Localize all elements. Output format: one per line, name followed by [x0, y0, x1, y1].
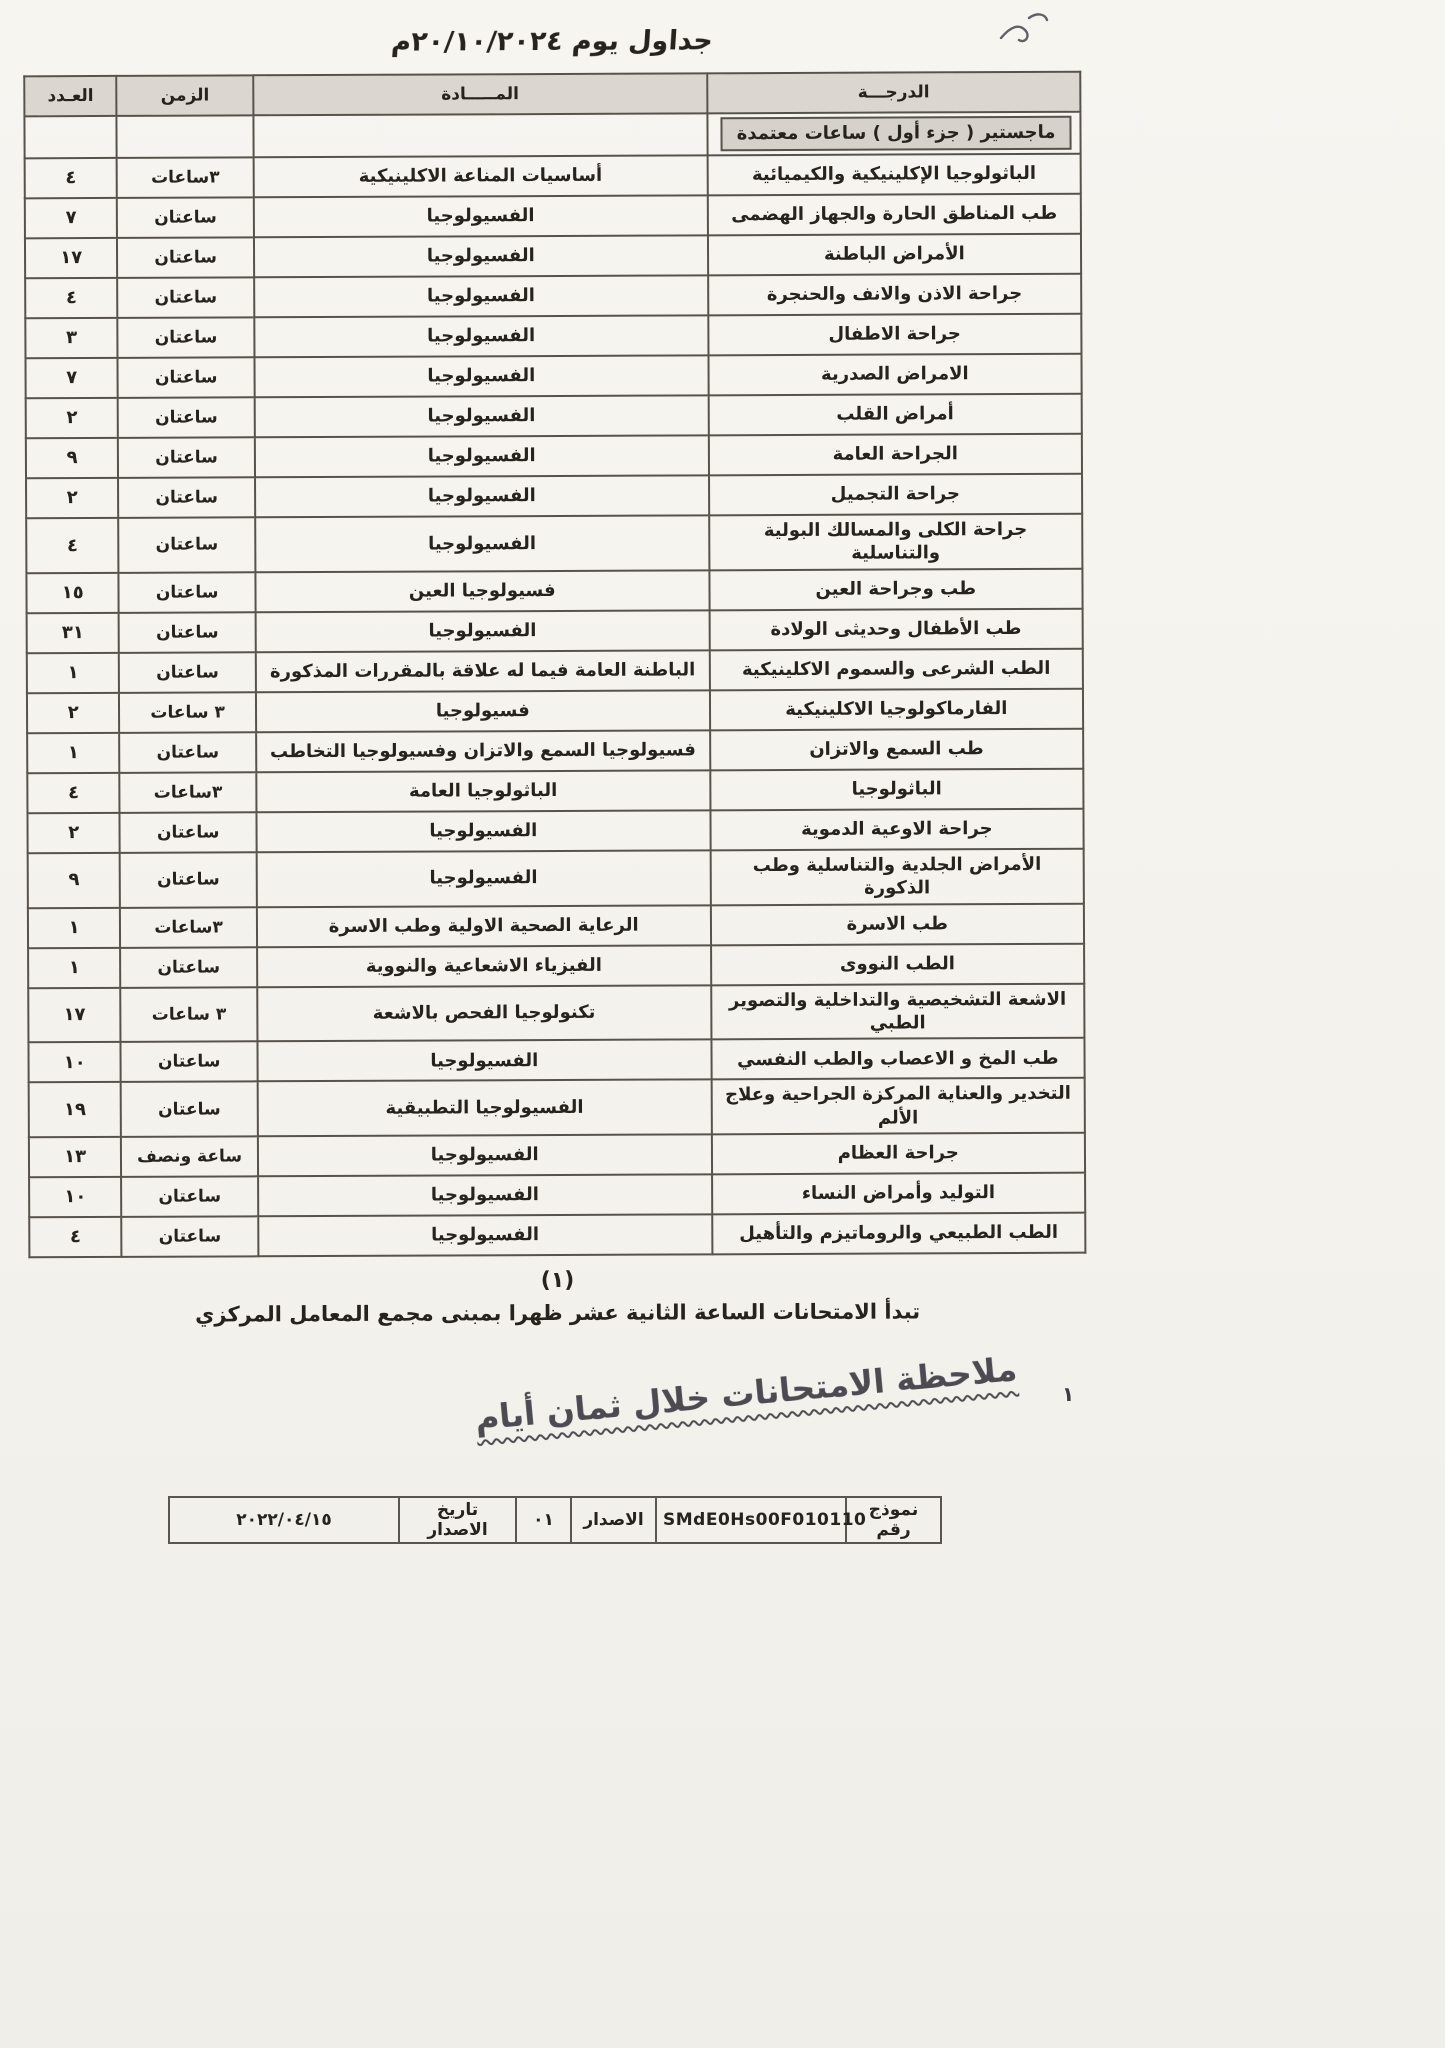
- cell-count: ٢: [26, 478, 119, 518]
- table-row: [29, 1173, 1085, 1218]
- cell-degree: الطب الطبيعي والروماتيزم والتأهيل: [712, 1213, 1086, 1255]
- cell-degree: الأمراض الجلدية والتناسلية وطب الذكورة: [710, 848, 1084, 904]
- page-title: جداول يوم ٢٠/١٠/٢٠٢٤م: [390, 25, 714, 58]
- cell-time: ساعتان: [118, 317, 255, 358]
- cell-count: ١٣: [29, 1137, 122, 1177]
- cell-time: ساعتان: [120, 852, 257, 907]
- cell-degree: طب وجراحة العين: [709, 568, 1083, 610]
- cell-subject: الفسيولوجيا: [257, 850, 711, 907]
- table-row: [25, 194, 1081, 239]
- column-header-count: العـدد: [24, 76, 117, 116]
- cell-degree: التخدير والعناية المركزة الجراحية وعلاج الألم: [711, 1078, 1085, 1134]
- form-footer-table: [168, 1496, 942, 1544]
- cell-degree: طب المخ و الاعصاب والطب النفسي: [711, 1038, 1085, 1080]
- handwritten-margin-mark: ١: [1062, 1382, 1075, 1406]
- cell-time: ٣ساعات: [120, 907, 257, 948]
- table-row: [29, 1078, 1085, 1137]
- cell-subject: الباطنة العامة فيما له علاقة بالمقررات المذكورة: [256, 650, 710, 692]
- cell-subject: تكنولوجيا الفحص بالاشعة: [257, 985, 711, 1042]
- empty-cell: [253, 113, 707, 157]
- table-row: [27, 648, 1083, 693]
- column-header-subject: المـــــادة: [253, 73, 707, 115]
- table-row: [26, 514, 1082, 573]
- cell-subject: الفيزياء الاشعاعية والنووية: [257, 945, 711, 987]
- cell-subject: الفسيولوجيا: [254, 195, 708, 237]
- cell-count: ١: [27, 653, 120, 693]
- table-row: [27, 688, 1083, 733]
- cell-count: ٧: [25, 198, 118, 238]
- cell-degree: الجراحة العامة: [708, 434, 1082, 476]
- issue-value: ٠١: [516, 1497, 571, 1543]
- cell-subject: الفسيولوجيا: [258, 1134, 712, 1176]
- cell-subject: الفسيولوجيا: [258, 1174, 712, 1216]
- cell-count: ٣: [25, 318, 118, 358]
- cell-time: ساعتان: [120, 732, 257, 773]
- section-title: ماجستير ( جزء أول ) ساعات معتمدة: [721, 116, 1072, 151]
- cell-subject: الفسيولوجيا: [254, 355, 708, 397]
- cell-degree: التوليد وأمراض النساء: [712, 1173, 1086, 1215]
- cell-subject: الفسيولوجيا: [255, 515, 709, 572]
- cell-degree: جراحة الكلى والمسالك البولية والتناسلية: [709, 514, 1083, 570]
- cell-subject: الفسيولوجيا: [255, 610, 709, 652]
- cell-time: ٣ساعات: [117, 157, 254, 198]
- cell-count: ٢: [27, 813, 120, 853]
- page-number: (١): [540, 1268, 575, 1294]
- cell-time: ساعتان: [118, 277, 255, 318]
- table-row: [25, 354, 1081, 399]
- cell-time: ساعتان: [119, 572, 256, 613]
- table-row: [28, 903, 1084, 948]
- cell-count: ٤: [29, 1217, 122, 1257]
- empty-cell: [24, 116, 117, 158]
- cell-count: ١٩: [29, 1082, 122, 1137]
- cell-subject: الفسيولوجيا: [255, 395, 709, 437]
- table-row: [25, 154, 1081, 199]
- cell-count: ٤: [25, 278, 118, 318]
- issue-label: الاصدار: [571, 1497, 656, 1543]
- cell-degree: جراحة الاطفال: [708, 314, 1082, 356]
- cell-time: ساعة ونصف: [121, 1136, 258, 1177]
- cell-degree: الطب الشرعى والسموم الاكلينيكية: [709, 648, 1083, 690]
- table-row: [25, 274, 1081, 319]
- cell-count: ١٠: [29, 1177, 122, 1217]
- table-row: [27, 728, 1083, 773]
- cell-count: ١٧: [28, 987, 121, 1042]
- cell-subject: أساسيات المناعة الاكلينيكية: [254, 155, 708, 197]
- issue-date-label: تاريخ الاصدار: [399, 1497, 516, 1543]
- cell-subject: الفسيولوجيا: [254, 235, 708, 277]
- cell-degree: طب السمع والاتزان: [710, 728, 1084, 770]
- cell-degree: الفارماكولوجيا الاكلينيكية: [710, 688, 1084, 730]
- table-row: [28, 983, 1084, 1042]
- cell-time: ساعتان: [119, 612, 256, 653]
- cell-count: ٩: [26, 438, 119, 478]
- cell-degree: الباثولوجيا الإكلينيكية والكيميائية: [707, 154, 1081, 196]
- cell-subject: الفسيولوجيا: [254, 315, 708, 357]
- cell-degree: جراحة الاذن والانف والحنجرة: [708, 274, 1082, 316]
- table-row: [27, 808, 1083, 853]
- column-header-time: الزمن: [117, 75, 254, 116]
- cell-time: ساعتان: [120, 947, 257, 988]
- cell-count: ٤: [27, 773, 120, 813]
- cell-subject: الفسيولوجيا: [257, 1040, 711, 1082]
- cell-time: ساعتان: [118, 477, 255, 518]
- cell-count: ٤: [26, 518, 119, 573]
- cell-count: ٣١: [27, 613, 120, 653]
- table-row: [29, 1133, 1085, 1178]
- cell-degree: الأمراض الباطنة: [708, 234, 1082, 276]
- cell-subject: الفسيولوجيا التطبيقية: [258, 1080, 712, 1137]
- cell-degree: جراحة التجميل: [709, 474, 1083, 516]
- cell-count: ٤: [25, 158, 118, 198]
- table-row: [26, 568, 1082, 613]
- cell-degree: الامراض الصدرية: [708, 354, 1082, 396]
- section-title-cell: [707, 112, 1081, 156]
- column-header-degree: الدرجـــة: [707, 72, 1081, 114]
- table-row: [26, 474, 1082, 519]
- cell-count: ١: [28, 907, 121, 947]
- table-row: [26, 394, 1082, 439]
- cell-time: ساعتان: [117, 197, 254, 238]
- cell-degree: الاشعة التشخيصية والتداخلية والتصوير الطبي: [711, 983, 1085, 1039]
- cell-time: ساعتان: [119, 517, 256, 572]
- cell-time: ساعتان: [117, 237, 254, 278]
- exam-schedule-table: [23, 71, 1086, 1259]
- cell-subject: الفسيولوجيا: [255, 435, 709, 477]
- cell-count: ٩: [28, 853, 121, 908]
- table-row: [28, 848, 1084, 907]
- cell-time: ٣ ساعات: [119, 692, 256, 733]
- cell-degree: الطب النووى: [711, 943, 1085, 985]
- table-row: [29, 1213, 1085, 1258]
- cell-degree: طب المناطق الحارة والجهاز الهضمى: [707, 194, 1081, 236]
- cell-time: ساعتان: [121, 1082, 258, 1137]
- table-row: [26, 434, 1082, 479]
- issue-date-value: ٢٠٢٢/٠٤/١٥: [169, 1497, 399, 1543]
- section-title-row: [24, 112, 1080, 159]
- exam-start-note: تبدأ الامتحانات الساعة الثانية عشر ظهرا بمبنى مجمع المعامل المركزي: [195, 1299, 921, 1327]
- cell-count: ١: [27, 733, 120, 773]
- cell-time: ساعتان: [120, 812, 257, 853]
- cell-subject: فسيولوجيا العين: [255, 570, 709, 612]
- table-row: [25, 234, 1081, 279]
- cell-time: ساعتان: [118, 357, 255, 398]
- cell-degree: جراحة الاوعية الدموية: [710, 808, 1084, 850]
- cell-count: ٢: [27, 693, 120, 733]
- table-row: [25, 314, 1081, 359]
- cell-count: ١٠: [28, 1042, 121, 1082]
- table-row: [27, 608, 1083, 653]
- cell-degree: أمراض القلب: [708, 394, 1082, 436]
- form-number-value: SMdE0Hs00F010110: [656, 1497, 846, 1543]
- table-row: [28, 943, 1084, 988]
- cell-subject: الباثولوجيا العامة: [256, 770, 710, 812]
- cell-subject: الفسيولوجيا: [254, 275, 708, 317]
- cell-degree: طب الاسرة: [710, 903, 1084, 945]
- cell-subject: الفسيولوجيا: [258, 1214, 712, 1256]
- cell-time: ساعتان: [122, 1216, 259, 1257]
- table-row: [28, 1038, 1084, 1083]
- empty-cell: [117, 115, 254, 158]
- cell-count: ٢: [26, 398, 119, 438]
- cell-count: ٧: [25, 358, 118, 398]
- cell-degree: طب الأطفال وحديثى الولادة: [709, 608, 1083, 650]
- cell-time: ساعتان: [121, 1042, 258, 1083]
- form-number-label: نموذج رقم: [846, 1497, 941, 1543]
- cell-subject: الفسيولوجيا: [255, 475, 709, 517]
- cell-subject: الرعاية الصحية الاولية وطب الاسرة: [257, 905, 711, 947]
- table-row: [27, 768, 1083, 813]
- cell-degree: جراحة العظام: [711, 1133, 1085, 1175]
- schedule-table-body: [25, 154, 1086, 1258]
- footer-row: [169, 1497, 941, 1543]
- cell-subject: الفسيولوجيا: [256, 810, 710, 852]
- document-sheet: [23, 14, 1087, 1438]
- cell-subject: فسيولوجيا: [256, 690, 710, 732]
- cell-count: ١: [28, 947, 121, 987]
- cell-time: ساعتان: [121, 1176, 258, 1217]
- cell-time: ٣ساعات: [120, 772, 257, 813]
- cell-time: ساعتان: [118, 437, 255, 478]
- cell-time: ٣ ساعات: [121, 987, 258, 1042]
- cell-subject: فسيولوجيا السمع والاتزان وفسيولوجيا التخاطب: [256, 730, 710, 772]
- cell-count: ١٥: [26, 573, 119, 613]
- cell-count: ١٧: [25, 238, 118, 278]
- handwritten-note: ملاحظة الامتحانات خلال ثمان أيام: [473, 1349, 1019, 1438]
- cell-degree: الباثولوجيا: [710, 768, 1084, 810]
- table-header-row: [24, 72, 1080, 117]
- cell-time: ساعتان: [118, 397, 255, 438]
- cell-time: ساعتان: [119, 652, 256, 693]
